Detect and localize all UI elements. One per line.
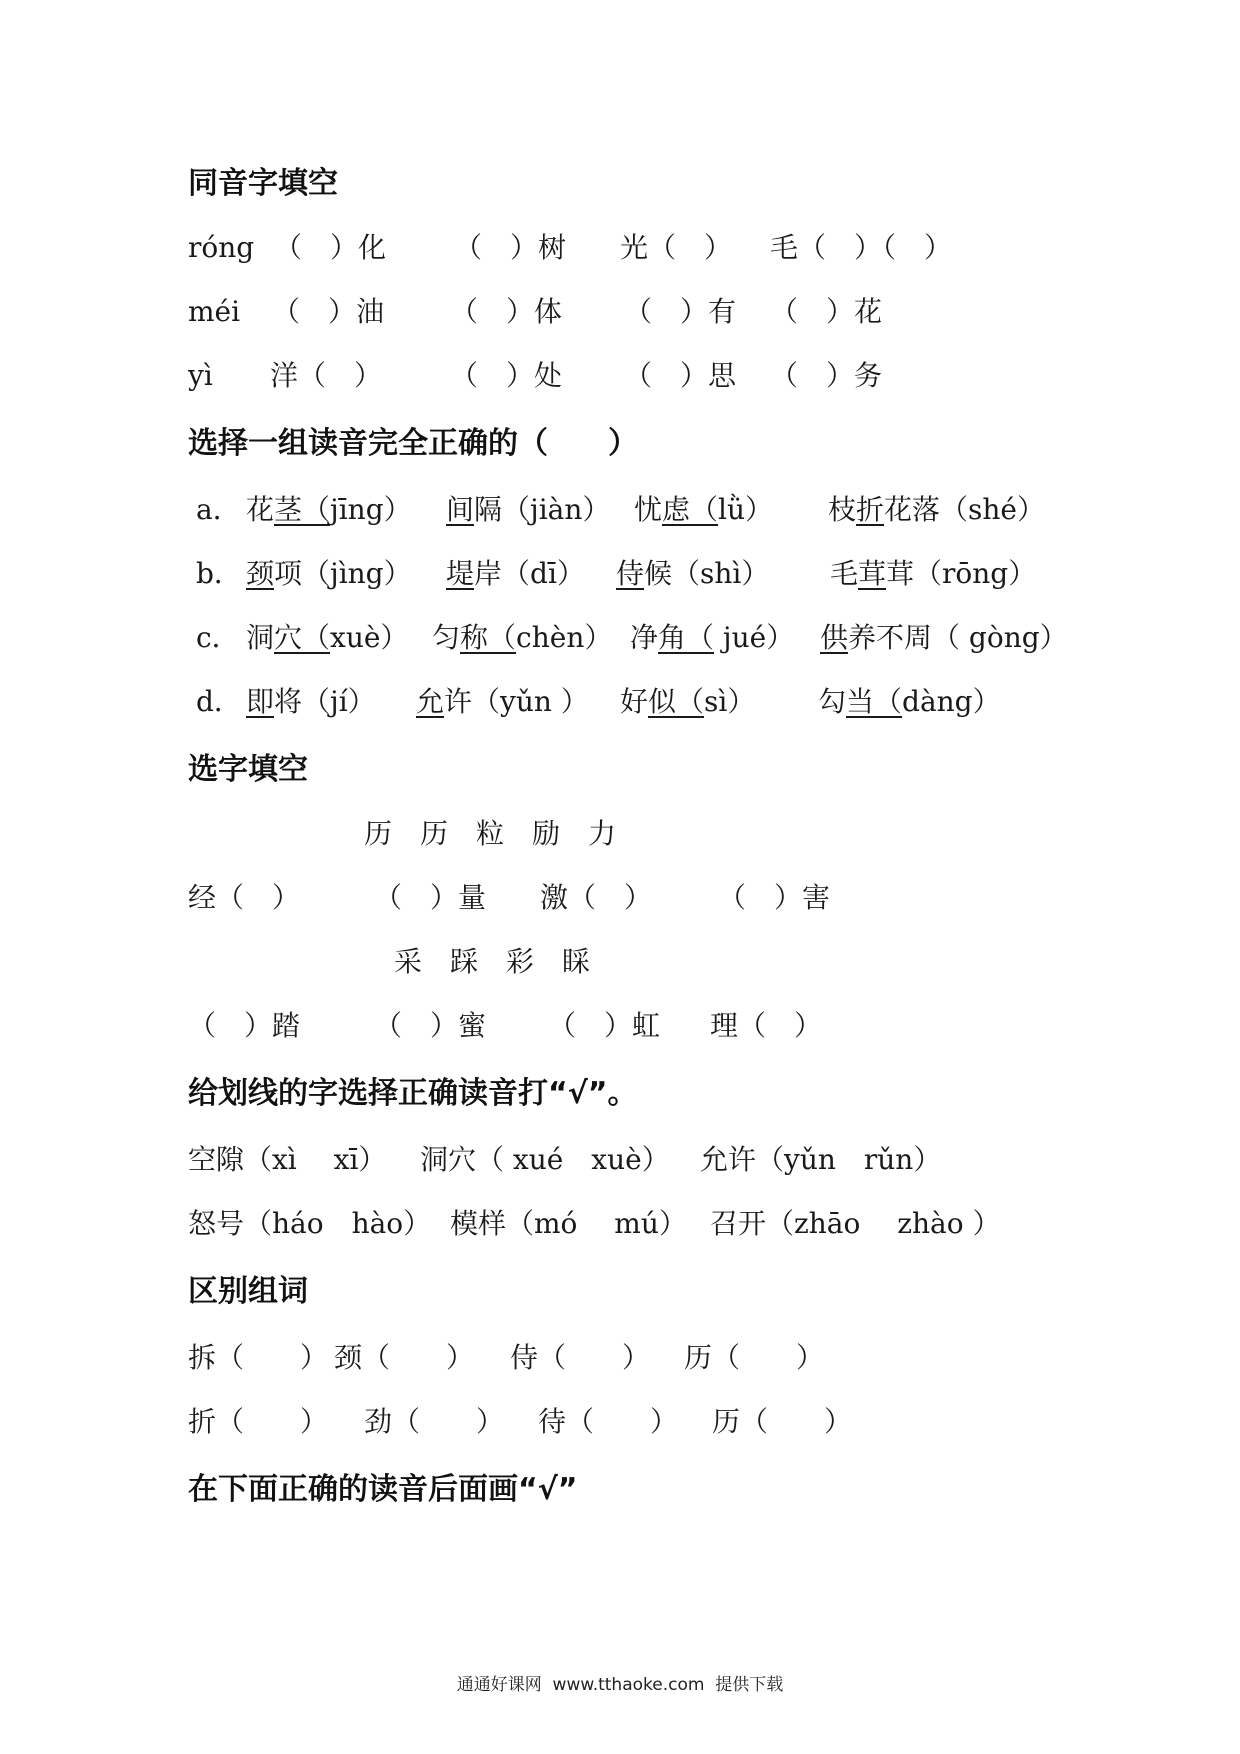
word-item: 勾当（dàng） <box>818 685 1001 718</box>
word-item: 毛茸茸（rōng） <box>830 557 1037 590</box>
blank-item: 待（ ） <box>538 1405 679 1438</box>
word-item: 好似（sì） <box>620 685 756 718</box>
word-item: 洞穴（xuè） <box>246 621 409 654</box>
section-title-distinguish: 区别组词 <box>188 1274 308 1309</box>
pinyin-label: yì <box>188 359 213 392</box>
blank-item: 经（ ） <box>188 881 301 914</box>
section-title-mark-reading: 给划线的字选择正确读音打“√”。 <box>188 1076 638 1111</box>
blank-item: （ ）处 <box>450 359 563 392</box>
blank-item: 历（ ） <box>684 1341 825 1374</box>
word-item: 匀称（chèn） <box>432 621 613 654</box>
blank-item: 侍（ ） <box>510 1341 651 1374</box>
blank-item: 颈（ ） <box>334 1341 475 1374</box>
pinyin-label: róng <box>188 231 255 264</box>
word-item: 侍候（shì） <box>616 557 770 590</box>
word-item: 即将（jí） <box>246 685 376 718</box>
blank-item: （ ）思 <box>624 359 737 392</box>
reading-item: 空隙（xì xī） <box>188 1143 387 1176</box>
blank-item: （ ）蜜 <box>374 1009 487 1042</box>
blank-item: 光（ ） <box>620 231 733 264</box>
word-item: 枝折花落（shé） <box>828 493 1046 526</box>
blank-item: 历（ ） <box>712 1405 853 1438</box>
blank-item: （ ）虹 <box>548 1009 661 1042</box>
word-item: 间隔（jiàn） <box>446 493 611 526</box>
pinyin-label: méi <box>188 295 241 328</box>
word-bank-2: 采 踩 彩 睬 <box>394 945 591 978</box>
word-bank-1: 历 历 粒 励 力 <box>364 817 617 850</box>
blank-item: （ ）花 <box>770 295 883 328</box>
blank-item: （ ）踏 <box>188 1009 301 1042</box>
option-label: d． <box>196 685 242 718</box>
option-label: a． <box>196 493 241 526</box>
blank-item: 劲（ ） <box>364 1405 505 1438</box>
blank-item: 毛（ ）（ ） <box>770 231 953 264</box>
reading-item: 模样（mó mú） <box>450 1207 687 1240</box>
blank-item: 激（ ） <box>540 881 653 914</box>
word-item: 花茎（jīng） <box>246 493 412 526</box>
blank-item: （ ）树 <box>454 231 567 264</box>
reading-item: 洞穴（ xué xuè） <box>420 1143 670 1176</box>
blank-item: 折（ ） <box>188 1405 329 1438</box>
section-title-homophones: 同音字填空 <box>188 166 338 201</box>
blank-item: （ ）量 <box>374 881 487 914</box>
page-footer: 通通好课网 www.tthaoke.com 提供下载 <box>456 1675 784 1695</box>
word-item: 允许（yǔn ） <box>416 685 589 718</box>
word-item: 供养不周（ gòng） <box>820 621 1068 654</box>
blank-item: （ ）害 <box>718 881 831 914</box>
blank-item: 洋（ ） <box>270 359 383 392</box>
option-label: b． <box>196 557 242 590</box>
blank-item: （ ）油 <box>272 295 385 328</box>
blank-item: （ ）体 <box>450 295 563 328</box>
blank-item: （ ）务 <box>770 359 883 392</box>
blank-item: （ ）化 <box>274 231 387 264</box>
reading-item: 允许（yǔn rǔn） <box>700 1143 942 1176</box>
blank-item: 理（ ） <box>710 1009 823 1042</box>
reading-item: 怒号（háo hào） <box>188 1207 432 1240</box>
blank-item: （ ）有 <box>624 295 737 328</box>
word-item: 颈项（jìng） <box>246 557 412 590</box>
option-label: c． <box>196 621 240 654</box>
reading-item: 召开（zhāo zhào ） <box>710 1207 1001 1240</box>
section-title-last: 在下面正确的读音后面画“√” <box>188 1472 578 1507</box>
word-item: 净角（ jué） <box>630 621 795 654</box>
blank-item: 拆（ ） <box>188 1341 329 1374</box>
section-title-choose-reading: 选择一组读音完全正确的（ ） <box>188 426 638 461</box>
section-title-choose-char: 选字填空 <box>188 752 308 787</box>
word-item: 忧虑（lǜ） <box>634 493 774 526</box>
word-item: 堤岸（dī） <box>446 557 585 590</box>
